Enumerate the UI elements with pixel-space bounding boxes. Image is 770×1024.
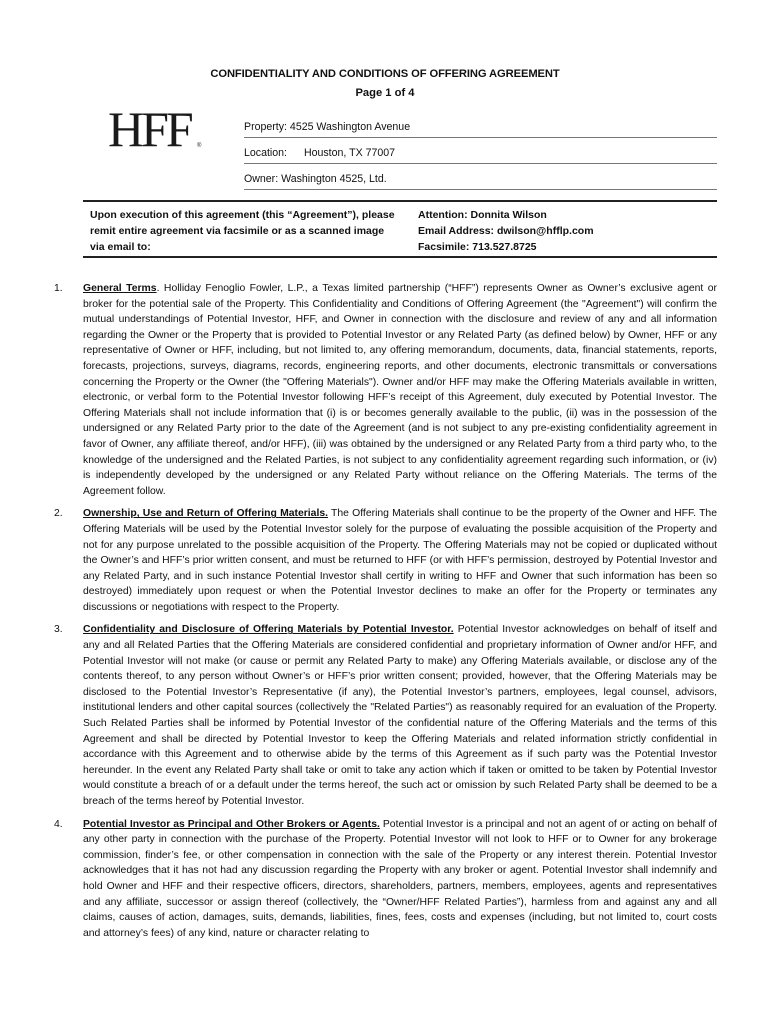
section-heading: Confidentiality and Disclosure of Offering Materials by Potential Investor. [83, 624, 454, 636]
location-value: Houston, TX 77007 [303, 147, 396, 159]
hff-logo: HFF [108, 101, 191, 157]
section-text: Potential Investor is a principal and not an agent of or acting on behalf of any other party in connection with the purchase of the Property. Potential Investor will not look to HFF or to Owner for any brokerage commission, finder’s fee, or other compensation in connection with the sale of the Property or any interest therein. Potential Investor acknowledges that it has not had any discussion regarding the Property with any broker or agent. Potential Investor shall indemnify and hold Owner and HFF and their respective officers, directors, shareholders, partners, members, employees, agents and representatives and any affiliate, successor or assign thereof (collectively, the “Owner/HFF Related Parties”), harmless from and against any and all claims, causes of action, damages, suits, demands, liabilities, fines, fees, costs and expenses (including, but not limited to, court costs and attorney’s fees) of any kind, nature or character relating to [83, 818, 718, 939]
section-text: Potential Investor acknowledges on behalf of itself and any and all Related Parties that the Offering Materials are considered confidential and proprietary information of Owner and/or HFF, and Potential Investor will not make (or cause or permit any Related Party to make) any Offering Materials available, or disclose any of the contents thereof, to any person without Owner’s or HFF’s prior written consent; provided, however, that the Offering Materials may be disclosed to the Potential Investor’s Representative (if any), the Potential Investor’s partners, employees, legal counsel, advisors, institutional lenders and other capital sources (collectively the "Related Parties") as reasonably required for an evaluation of the Property. Such Related Parties shall be informed by Potential Investor of the confidential nature of the Offering Materials and the terms of this Agreement and shall be directed by Potential Investor to keep the Offering Materials and related information strictly confidential in accordance with this Agreement and to otherwise abide by the terms of this Agreement as if such party was the Potential Investor hereunder. In the event any Related Party shall take or omit to take any action which if taken or omitted to be taken by Potential Investor would constitute a breach of or a default under the terms hereof, the such act or omission by such Related Party shall be deemed to be a breach of the terms hereof by Potential Investor. [83, 624, 717, 807]
facsimile-text: Facsimile: 713.527.8725 [418, 241, 537, 253]
execution-box-bottom-rule [83, 256, 717, 258]
section-heading: Ownership, Use and Return of Offering Materials. [83, 508, 329, 520]
document-title: CONFIDENTIALITY AND CONDITIONS OF OFFERING AGREEMENT [210, 68, 560, 80]
section-heading: General Terms [83, 283, 157, 294]
section-text: Holliday Fenoglio Fowler, L.P., a Texas limited partnership (“HFF”) represents Owner as Owner’s exclusive agent or broker for the potential sale of the Property. This Confidentiality and Conditions of Offering Agreement (the "Agreement") will confirm the mutual understandings of Potential Investor, HFF, and Owner in connection with the disclosure and review of any and all information regarding the Owner or the Property that is provided to Potential Investor or any Related Party (as defined below) by Owner, HFF or any representative of Owner or HFF, including, but not limited to, any offering memorandum, documents, data, financial statements, reports, forecasts, projections, surveys, diagrams, records, engineering reports, and other documents, electronic transmittals or conversations concerning the Property or the Owner (the "Offering Materials"). Owner and/or HFF may make the Offering Materials available in written, electronic, or verbal form to the Potential Investor following HFF’s receipt of this Agreement, duly executed by Potential Investor. The Offering Materials shall not include information that (i) is or becomes generally available to the public, (ii) was in the possession of the undersigned or any Related Party prior to the date of the Agreement (and is not subject to any pre-existing confidentiality agreement in favor of Owner, any affiliate thereof, and/or HFF), (iii) was obtained by the undersigned or any Related Party from a third party who, to the knowledge of the undersigned and the Related Parties, is not subject to any confidentiality agreement regarding such information, or (iv) is independently developed by the undersigned or any Related Party without reliance on the Offering Materials. The terms of the Agreement follow. [83, 283, 717, 497]
execution-box-top-rule [83, 200, 717, 202]
section-number: 3. [54, 624, 63, 636]
contact-block [418, 207, 708, 255]
section-body [83, 281, 717, 499]
owner-text: Owner: Washington 4525, Ltd. [244, 173, 387, 185]
section-text: The Offering Materials shall continue to be the property of the Owner and HFF. The Offering Materials will be used by the Potential Investor solely for the purpose of evaluating the possible acquisition of the Property and not for any purpose unrelated to the possible acquisition of the Property. The Offering Materials may not be copied or duplicated without the Owner’s and HFF’s prior written consent, and must be returned to HFF (or with HFF’s permission, destroyed by Potential Investor and any Related Party, and in such instance Potential Investor shall certify in writing to HFF and Owner that such information has been so destroyed) immediately upon request or when the Potential Investor declines to make an offer for the Property or terminates any discussions or negotiations with respect to the Property. [83, 508, 717, 613]
section-general-terms [0, 281, 770, 499]
section-number: 4. [54, 818, 63, 830]
section-confidentiality [0, 622, 770, 809]
execution-instructions: Upon execution of this agreement (this “Agreement”), please remit entire agreement via facsimile or as a scanned image via email to: [90, 209, 395, 253]
section-heading: Potential Investor as Principal and Other Brokers or Agents. [83, 818, 380, 830]
owner-line [244, 173, 717, 190]
attention-text: Attention: Donnita Wilson [418, 209, 547, 221]
agreement-sections [0, 281, 770, 948]
section-body [83, 817, 717, 942]
section-ownership [0, 506, 770, 615]
email-text: Email Address: dwilson@hfflp.com [418, 225, 594, 237]
registered-mark: ® [197, 143, 202, 149]
location-line [244, 147, 717, 164]
section-principal [0, 817, 770, 942]
property-text: Property: 4525 Washington Avenue [244, 121, 411, 133]
section-number: 2. [54, 508, 63, 520]
section-number: 1. [54, 283, 63, 294]
property-line [244, 121, 717, 138]
section-body [83, 506, 717, 615]
section-heading-punct: . [156, 283, 160, 294]
location-label: Location: [244, 147, 287, 159]
section-body [83, 622, 717, 809]
page-indicator: Page 1 of 4 [355, 87, 415, 99]
